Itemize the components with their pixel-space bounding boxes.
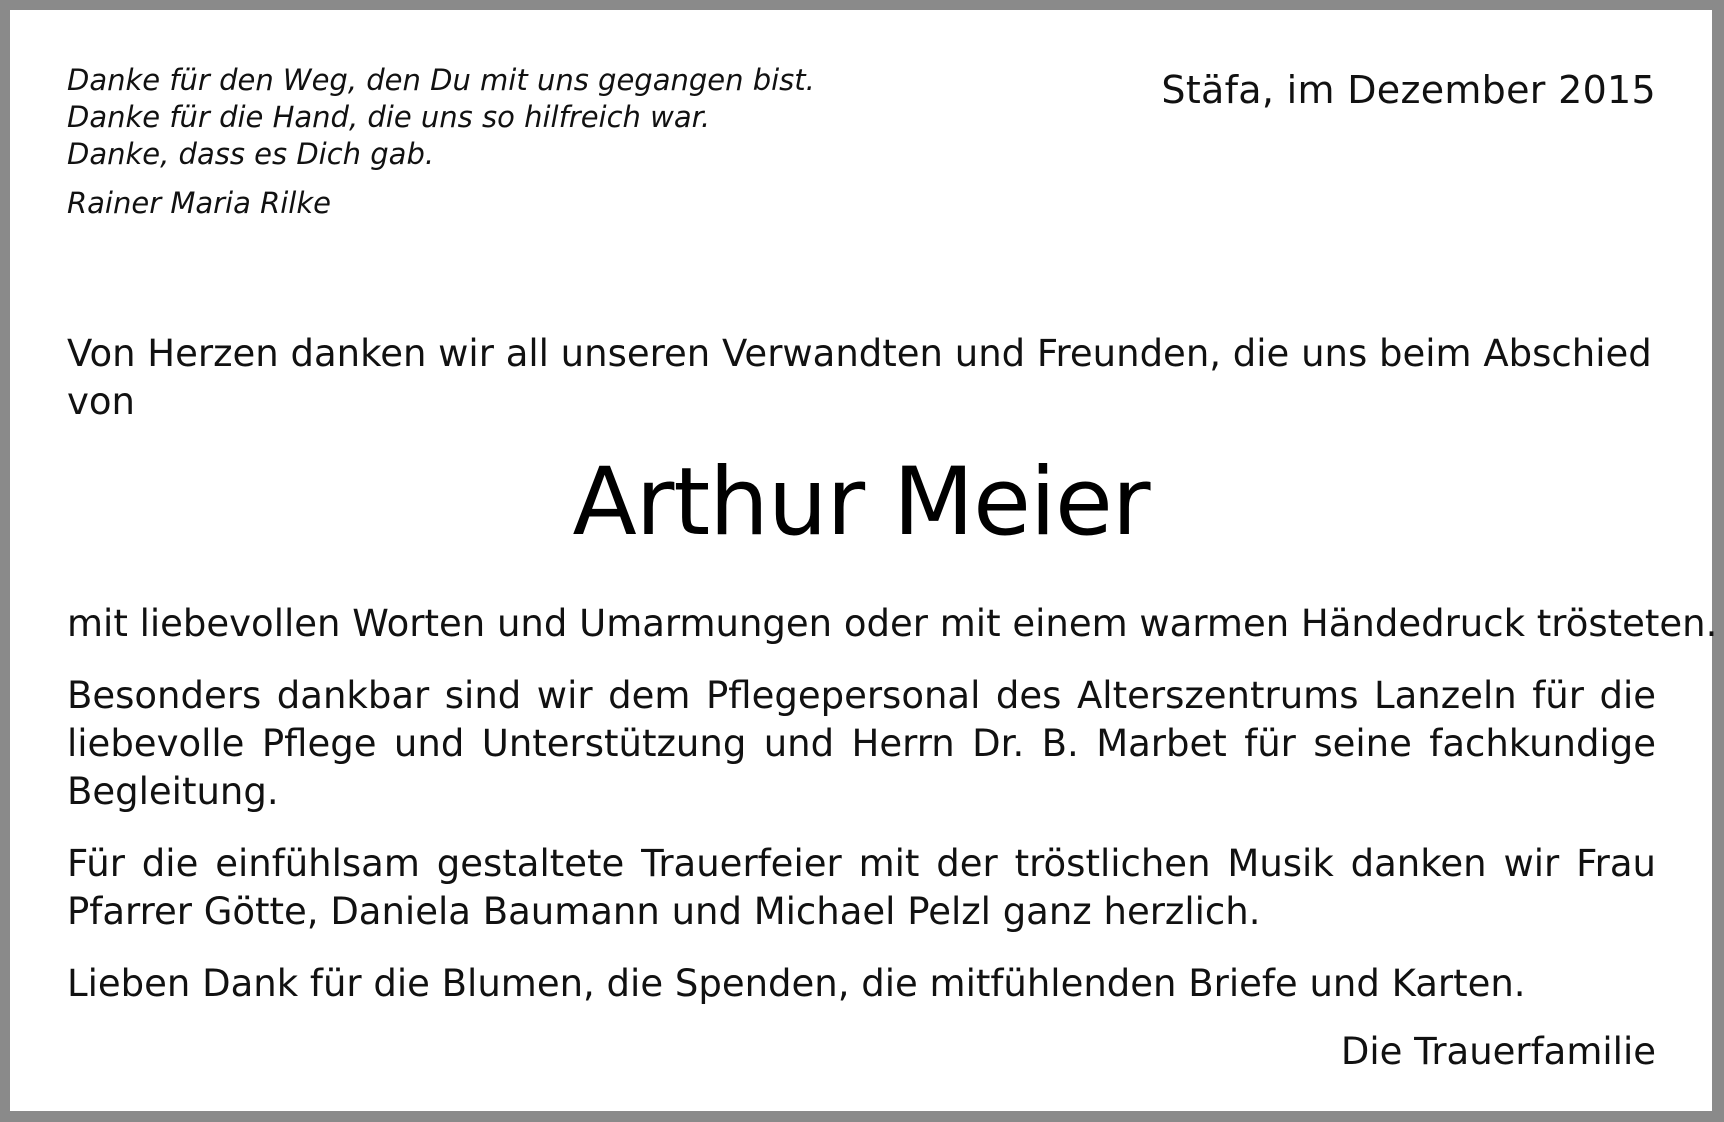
quote-line: Danke für den Weg, den Du mit uns gegangen bist. bbox=[67, 63, 815, 97]
quote-line: Danke für die Hand, die uns so hilfreich war. bbox=[67, 100, 711, 134]
paragraph-flowers-thanks: Lieben Dank für die Blumen, die Spenden, die mitfühlenden Briefe und Karten. bbox=[67, 962, 1526, 1005]
place-date: Stäfa, im Dezember 2015 bbox=[1161, 68, 1656, 112]
rilke-quote bbox=[67, 62, 815, 222]
intro-paragraph: Von Herzen danken wir all unseren Verwandten und Freunden, die uns beim Abschied von bbox=[67, 332, 1652, 423]
signature: Die Trauerfamilie bbox=[1340, 1030, 1656, 1073]
paragraph-comfort: mit liebevollen Worten und Umarmungen oder mit einem warmen Händedruck trösteten. bbox=[67, 602, 1718, 645]
quote-author: Rainer Maria Rilke bbox=[67, 186, 332, 220]
paragraph-care-thanks: Besonders dankbar sind wir dem Pflegepersonal des Alterszentrums Lanzeln für die liebevolle Pflege und Unterstützung und Herrn Dr. B. Marbet für seine fachkundige Begleitung. bbox=[67, 674, 1656, 813]
deceased-name: Arthur Meier bbox=[572, 448, 1150, 557]
paragraph-ceremony-thanks: Für die einfühlsam gestaltete Trauerfeier mit der tröstlichen Musik danken wir Frau Pfarrer Götte, Daniela Baumann und Michael Pelzl ganz herzlich. bbox=[67, 842, 1656, 933]
quote-line: Danke, dass es Dich gab. bbox=[67, 137, 435, 171]
obituary-card bbox=[10, 10, 1718, 1111]
